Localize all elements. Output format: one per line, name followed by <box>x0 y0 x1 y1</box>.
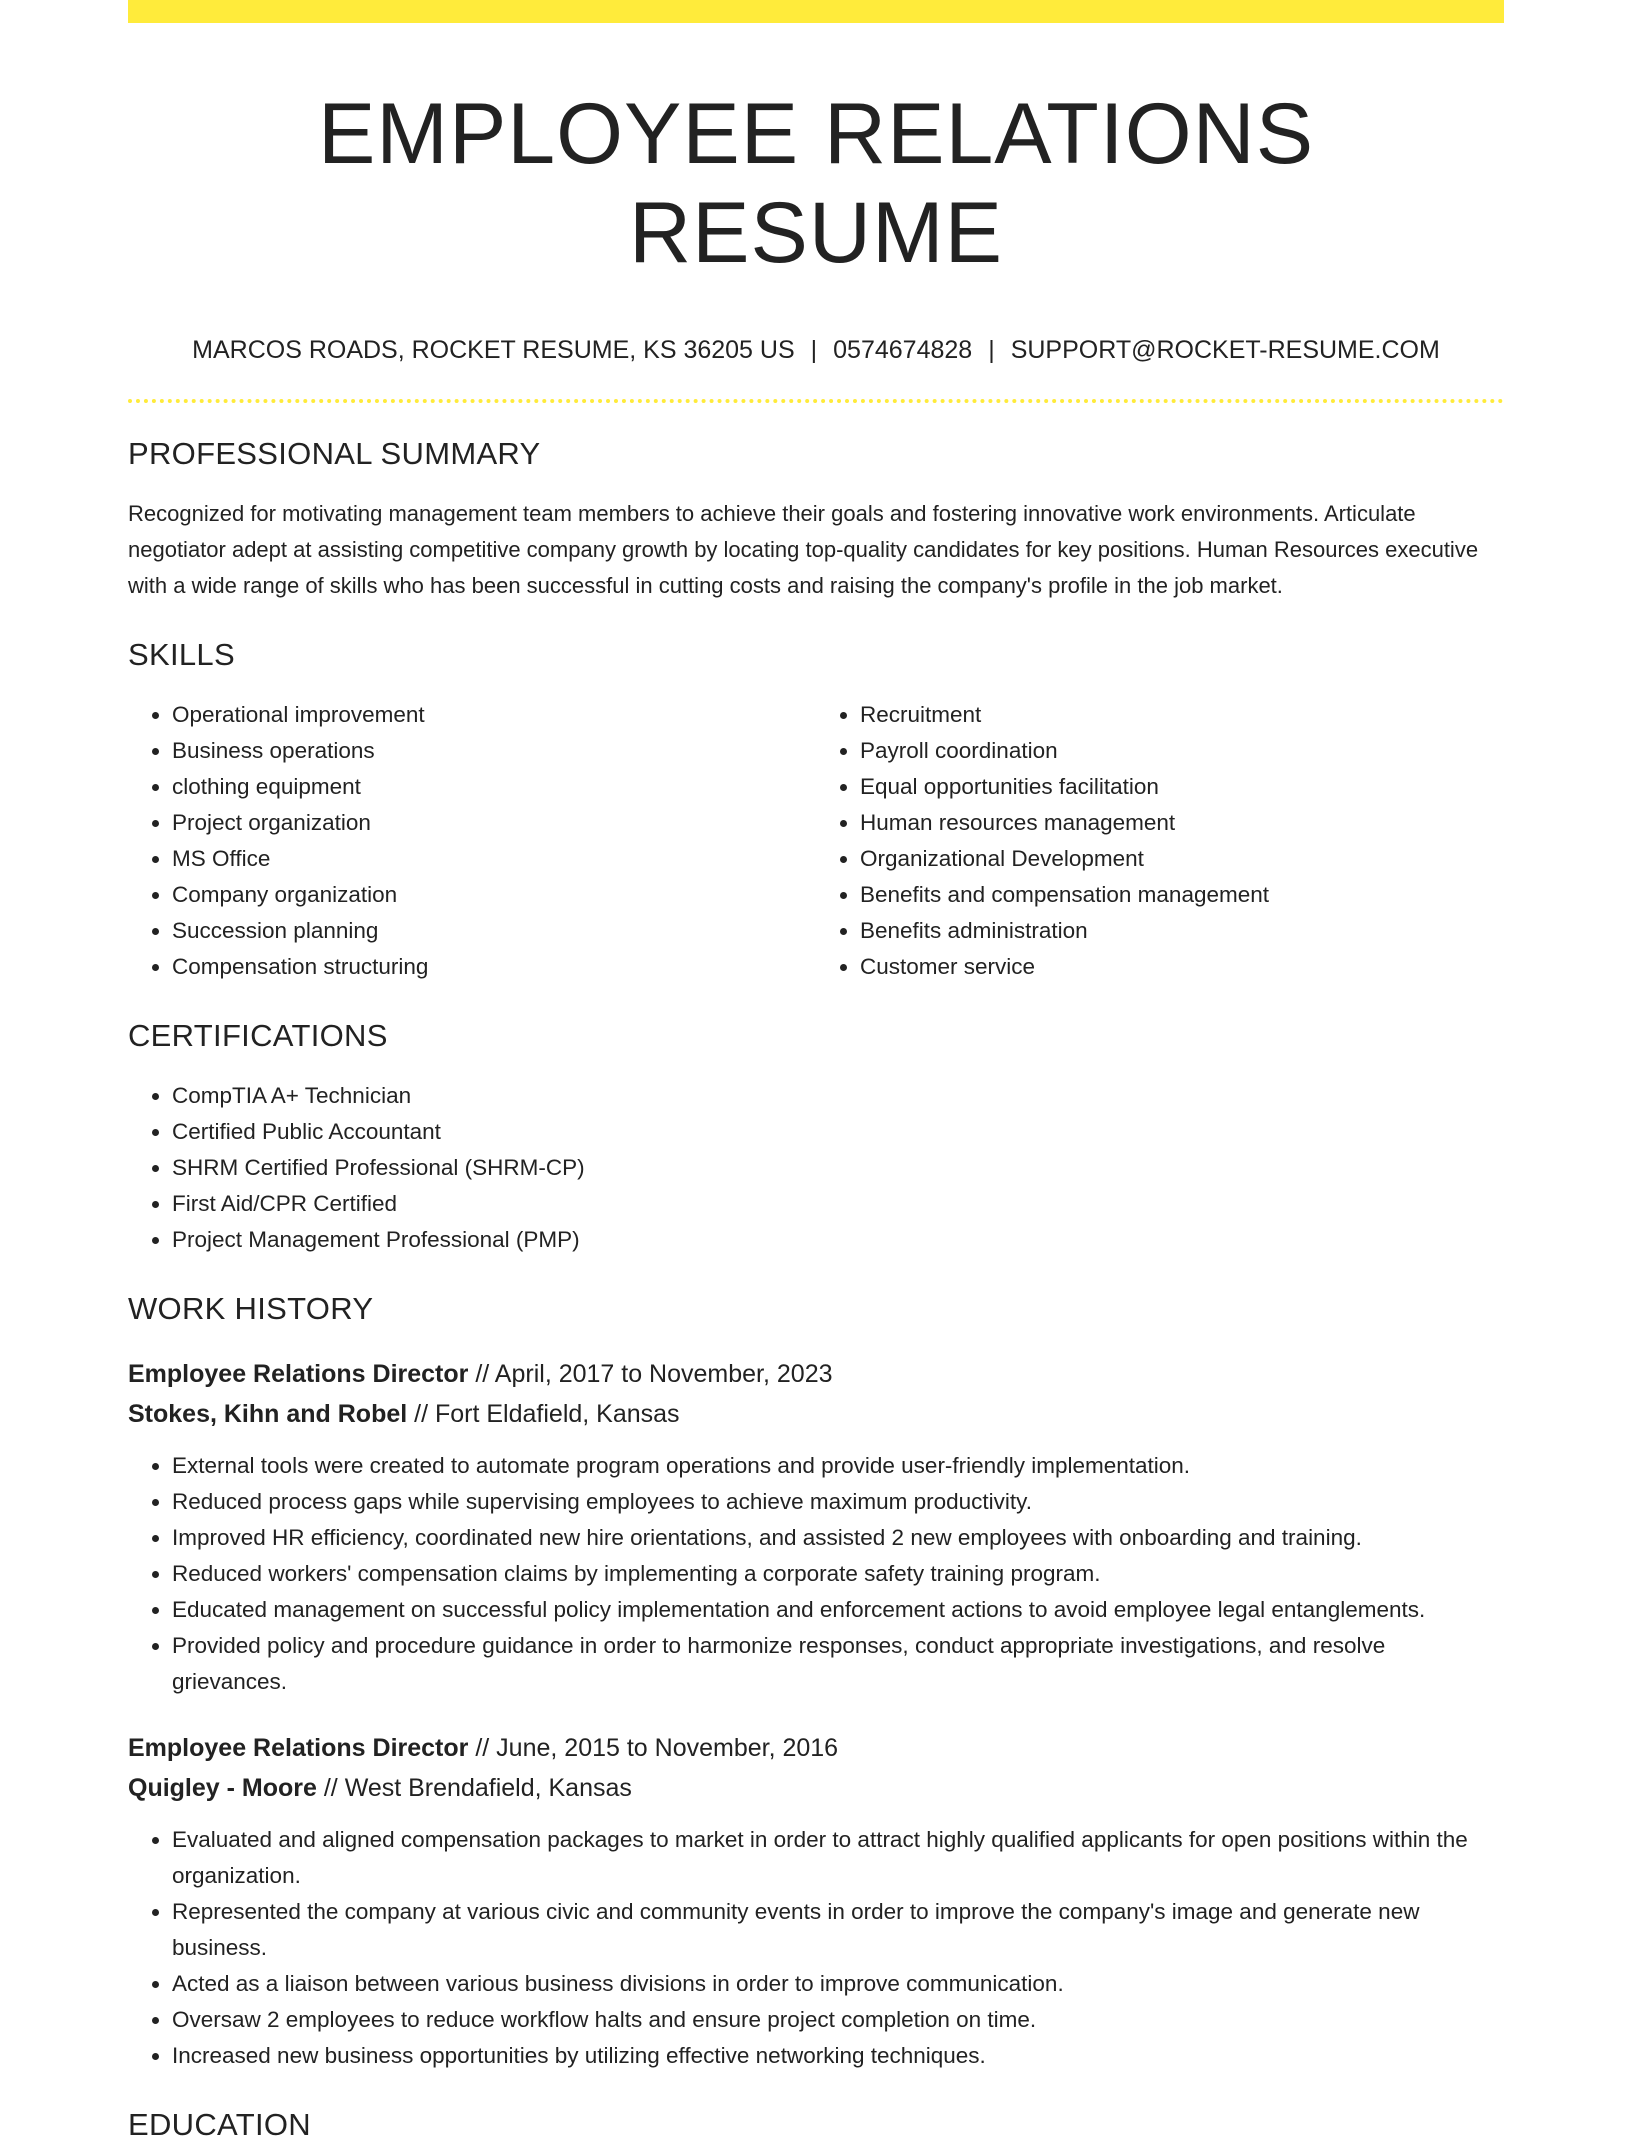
job-bullets <box>128 1448 1504 1700</box>
skills-left-list <box>128 697 816 985</box>
certification-item: • Certified Public Accountant <box>172 1114 1504 1150</box>
skill-item: • MS Office <box>172 841 816 877</box>
job-title: Employee Relations Director <box>128 1733 469 1762</box>
job-bullet: • Oversaw 2 employees to reduce workflow halts and ensure project completion on time. <box>172 2002 1504 2038</box>
job-company-line <box>128 1394 1504 1434</box>
education-section <box>128 2106 1504 2143</box>
certifications-section <box>128 1017 1504 1258</box>
skills-columns <box>128 697 1504 985</box>
work-history-heading: WORK HISTORY <box>128 1291 374 1327</box>
contact-address: MARCOS ROADS, ROCKET RESUME, KS 36205 US <box>192 335 795 364</box>
resume-title: EMPLOYEE RELATIONS RESUME <box>317 86 1315 281</box>
skill-item: • Equal opportunities facilitation <box>860 769 1504 805</box>
certification-item: • CompTIA A+ Technician <box>172 1078 1504 1114</box>
skills-right-list <box>816 697 1504 985</box>
certifications-list <box>128 1078 1504 1258</box>
contact-line <box>128 335 1504 365</box>
job-bullet: • Educated management on successful policy implementation and enforcement actions to avoid employee legal entanglements. <box>172 1592 1504 1628</box>
job-bullet: • Acted as a liaison between various business divisions in order to improve communication. <box>172 1966 1504 2002</box>
skill-item: • Recruitment <box>860 697 1504 733</box>
job-title: Employee Relations Director <box>128 1359 469 1388</box>
job-bullet: • Reduced workers' compensation claims by implementing a corporate safety training program. <box>172 1556 1504 1592</box>
header-divider <box>128 399 1504 403</box>
skills-heading: SKILLS <box>128 636 235 672</box>
skill-item: • Organizational Development <box>860 841 1504 877</box>
skill-item: • Customer service <box>860 949 1504 985</box>
certification-item: • First Aid/CPR Certified <box>172 1186 1504 1222</box>
job-dates: // June, 2015 to November, 2016 <box>475 1733 839 1762</box>
skill-item: • Operational improvement <box>172 697 816 733</box>
education-heading: EDUCATION <box>128 2106 311 2142</box>
job-bullet: • Evaluated and aligned compensation packages to market in order to attract highly qualified applicants for open positions within the organization. <box>172 1822 1504 1894</box>
resume-page <box>128 0 1504 2143</box>
contact-phone[interactable]: 0574674828 <box>833 335 973 364</box>
summary-section <box>128 435 1504 604</box>
job-bullet: • External tools were created to automate program operations and provide user-friendly implementation. <box>172 1448 1504 1484</box>
job-bullet: • Improved HR efficiency, coordinated new hire orientations, and assisted 2 new employees with onboarding and training. <box>172 1520 1504 1556</box>
contact-separator: | <box>988 335 995 364</box>
skill-item: • Business operations <box>172 733 816 769</box>
skill-item: • Payroll coordination <box>860 733 1504 769</box>
contact-separator: | <box>810 335 818 364</box>
skill-item: • Compensation structuring <box>172 949 816 985</box>
job-bullet: • Reduced process gaps while supervising employees to achieve maximum productivity. <box>172 1484 1504 1520</box>
job-bullets <box>128 1822 1504 2074</box>
work-history-section <box>128 1290 1504 2073</box>
job-company: Stokes, Kihn and Robel <box>128 1399 408 1428</box>
job-title-line <box>128 1354 1504 1394</box>
job-bullet: • Increased new business opportunities by utilizing effective networking techniques. <box>172 2038 1504 2074</box>
job-bullet: • Provided policy and procedure guidance in order to harmonize responses, conduct appropriate investigations, and resolve grievances. <box>172 1628 1504 1700</box>
summary-text: Recognized for motivating management team members to achieve their goals and fostering innovative work environments. Articulate negotiator adept at assisting competitive company growth by locating top-quality candidates for key positions. Human Resources executive with a wide range of skills who has been successful in cutting costs and raising the company's profile in the job market. <box>128 500 1479 598</box>
job-title-line <box>128 1728 1504 1768</box>
job-location: // Fort Eldafield, Kansas <box>414 1399 680 1428</box>
skill-item: • Company organization <box>172 877 816 913</box>
job-entry <box>128 1728 1504 2074</box>
certification-item: • Project Management Professional (PMP) <box>172 1222 1504 1258</box>
skill-item: • clothing equipment <box>172 769 816 805</box>
job-dates: // April, 2017 to November, 2023 <box>475 1359 833 1388</box>
skill-item: • Human resources management <box>860 805 1504 841</box>
job-company-line <box>128 1768 1504 1808</box>
certification-item: • SHRM Certified Professional (SHRM-CP) <box>172 1150 1504 1186</box>
job-company: Quigley - Moore <box>128 1773 317 1802</box>
job-location: // West Brendafield, Kansas <box>323 1773 632 1802</box>
job-bullet: • Represented the company at various civic and community events in order to improve the company's image and generate new business. <box>172 1894 1504 1966</box>
contact-email[interactable]: SUPPORT@ROCKET-RESUME.COM <box>1010 335 1440 364</box>
skills-section <box>128 636 1504 985</box>
skill-item: • Benefits and compensation management <box>860 877 1504 913</box>
job-entry <box>128 1354 1504 1700</box>
summary-heading: PROFESSIONAL SUMMARY <box>128 435 541 471</box>
top-accent-bar <box>128 0 1504 23</box>
certifications-heading: CERTIFICATIONS <box>128 1018 388 1054</box>
skill-item: • Project organization <box>172 805 816 841</box>
skill-item: • Benefits administration <box>860 913 1504 949</box>
skill-item: • Succession planning <box>172 913 816 949</box>
